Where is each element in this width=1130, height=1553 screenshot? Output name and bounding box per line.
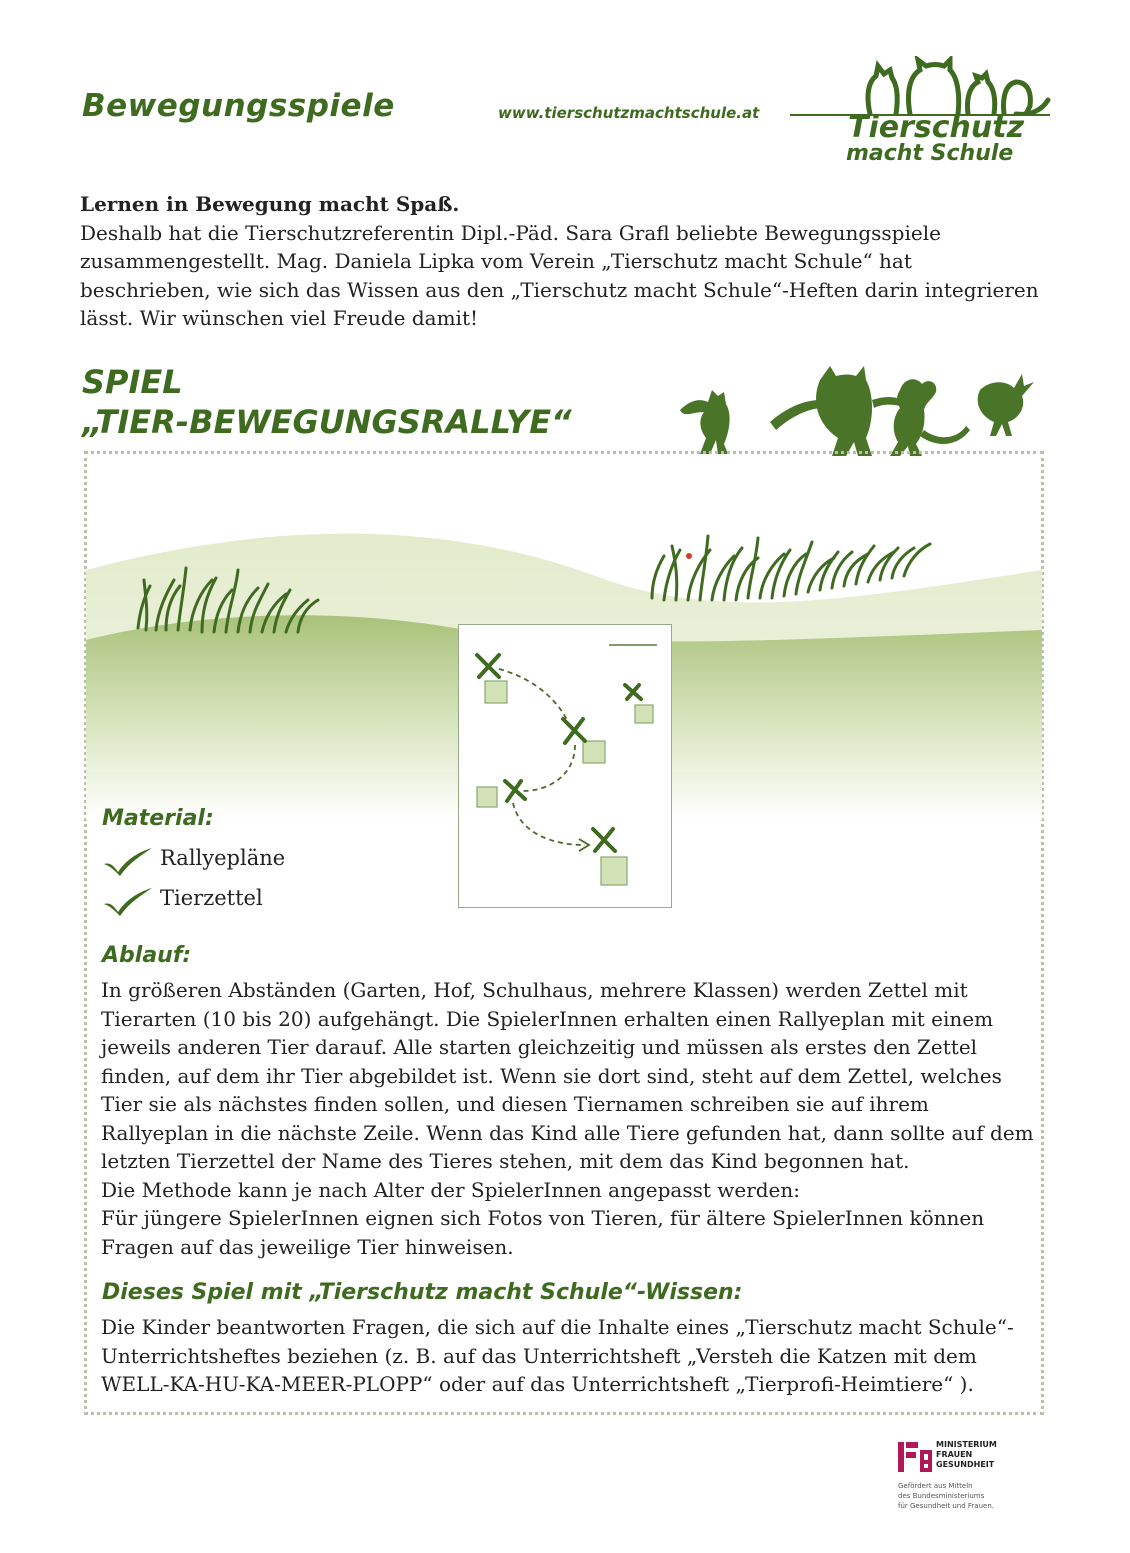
funding-note-line-2: des Bundesministeriums	[898, 1492, 985, 1500]
funding-note-line-1: Gefördert aus Mitteln	[898, 1482, 973, 1490]
checkmark-icon	[102, 846, 154, 876]
animals-logo-icon	[840, 56, 1052, 116]
game-title-line2: „TIER-BEWEGUNGSRALLYE“	[82, 403, 572, 441]
intro-heading: Lernen in Bewegung macht Spaß.	[80, 192, 460, 216]
game-title-line1: SPIEL	[82, 363, 183, 401]
material-item-tierzettel: Tierzettel	[160, 886, 263, 910]
ablauf-paragraph-2: Die Methode kann je nach Alter der SpielerInnen angepasst werden:	[101, 1177, 801, 1202]
funding-note	[898, 1481, 1038, 1511]
wissen-text: Die Kinder beantworten Fragen, die sich auf die Inhalte eines „Tierschutz macht Schule“-Unterrichtsheftes beziehen (z. B. auf das Unterrichtsheft „Versteh die Katzen mit dem WELL-KA-HU-KA-MEER-PLOPP“ oder auf das Unterrichtsheft „Tierprofi-Heimtiere“ ).	[101, 1315, 1014, 1396]
ministry-logo-icon	[898, 1440, 932, 1474]
ablauf-paragraph-3: Für jüngere SpielerInnen eignen sich Fotos von Tieren, für ältere SpielerInnen können Fragen auf das jeweilige Tier hinweisen.	[101, 1206, 985, 1259]
material-item-rallyeplaene: Rallyepläne	[160, 846, 286, 870]
ablauf-heading: Ablauf:	[102, 943, 192, 968]
ministry-line-3: GESUNDHEIT	[936, 1460, 995, 1469]
page-title: Bewegungsspiele	[82, 88, 395, 124]
checkmark-icon	[102, 886, 154, 916]
material-heading: Material:	[102, 806, 214, 831]
ministry-line-1: MINISTERIUM	[936, 1440, 997, 1449]
funding-note-line-3: für Gesundheit und Frauen.	[898, 1502, 994, 1510]
ministry-name	[936, 1440, 997, 1470]
intro-text: Deshalb hat die Tierschutzreferentin Dipl.-Päd. Sara Grafl beliebte Bewegungsspiele zusammengestellt. Mag. Daniela Lipka vom Verein „Tierschutz macht Schule“ hat beschrieben, wie sich das Wissen aus den „Tierschutz macht Schule“-Heften darin integrieren lässt. Wir wünschen viel Freude damit!	[80, 220, 1039, 330]
ministry-line-2: FRAUEN	[936, 1450, 973, 1459]
website-url[interactable]: www.tierschutzmachtschule.at	[498, 104, 760, 122]
rally-map-icon	[459, 625, 671, 907]
rally-plan-illustration	[458, 624, 672, 908]
ablauf-text	[101, 976, 1036, 1261]
wissen-heading: Dieses Spiel mit „Tierschutz macht Schule“-Wissen:	[102, 1280, 743, 1305]
game-title	[82, 362, 572, 442]
dancing-animals-icon	[670, 360, 1040, 460]
logo-text-tierschutz: Tierschutz	[848, 110, 1025, 145]
logo-text-macht-schule: macht Schule	[846, 141, 1014, 166]
ablauf-paragraph-1: In größeren Abständen (Garten, Hof, Schulhaus, mehrere Klassen) werden Zettel mit Tierarten (10 bis 20) aufgehängt. Die SpielerInnen erhalten einen Rallyeplan mit einem jeweils anderen Tier darauf. Alle starten gleichzeitig und müssen als erstes den Zettel finden, auf dem ihr Tier abgebildet ist. Wenn sie dort sind, steht auf dem Zettel, welches Tier sie als nächstes finden sollen, und diesen Tiernamen schreiben sie auf ihrem Rallyeplan in die nächste Zeile. Wenn das Kind alle Tiere gefunden hat, dann sollte auf dem letzten Tierzettel der Name des Tieres stehen, mit dem das Kind begonnen hat.	[101, 978, 1034, 1173]
intro-section	[80, 190, 1040, 333]
